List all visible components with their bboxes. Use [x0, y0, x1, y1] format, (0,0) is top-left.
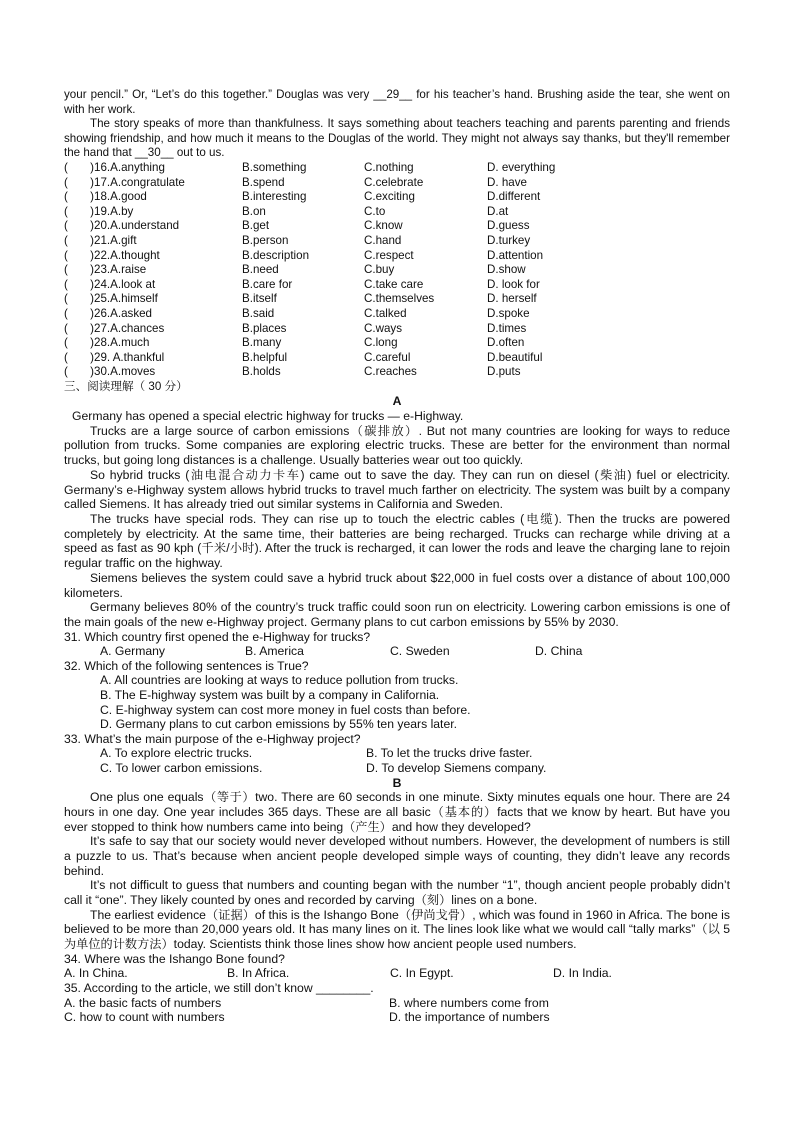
option-c: C.buy — [364, 263, 395, 277]
option-row — [64, 746, 730, 761]
option-b: B.itself — [242, 292, 277, 306]
option-row — [64, 996, 730, 1011]
option-a: 24.A.look at — [94, 277, 156, 291]
option-row — [64, 966, 730, 981]
option-b: B.on — [242, 204, 266, 218]
option-c: C.themselves — [364, 292, 435, 306]
option-c: C.long — [364, 336, 398, 350]
cloze-paragraph: your pencil.” Or, “Let’s do this together.” Douglas was very __29__ for his teacher’s hand. Brushing aside the tear, she went on with her work. — [64, 88, 730, 116]
answer-blank[interactable]: ( ) — [64, 190, 94, 204]
cloze-question-row — [64, 234, 730, 249]
cloze-question-row — [64, 365, 730, 380]
option-a: 16.A.anything — [94, 160, 165, 174]
passage-paragraph: Trucks are a large source of carbon emissions（碳排放）. But not many countries are looking for ways to reduce pollution from trucks. Some companies are exploring electric trucks. These are better for the environment than normal trucks, but going long distances is a challenge. Usually batteries wear out too quickly. — [64, 423, 730, 468]
option: B. The E-highway system was built by a company in California. — [100, 687, 440, 702]
option-a: 23.A.raise — [94, 263, 147, 277]
passage-paragraph: Siemens believes the system could save a hybrid truck about $22,000 in fuel costs over a distance of about 100,000 kilometers. — [64, 570, 730, 600]
option-row — [64, 703, 730, 718]
option-d: D.times — [487, 321, 527, 335]
option-b: B.helpful — [242, 350, 288, 364]
answer-blank[interactable]: ( ) — [64, 175, 94, 189]
option: C. E-highway system can cost more money in fuel costs than before. — [100, 702, 471, 717]
option-c: C.careful — [364, 350, 411, 364]
option-d: D.spoke — [487, 306, 530, 320]
answer-blank[interactable]: ( ) — [64, 306, 94, 320]
cloze-question-row — [64, 205, 730, 220]
option-a: 27.A.chances — [94, 321, 165, 335]
answer-blank[interactable]: ( ) — [64, 365, 94, 379]
option: C. In Egypt. — [390, 966, 454, 981]
option-d: D.show — [487, 263, 526, 277]
option: D. the importance of numbers — [389, 1010, 550, 1025]
option: D. To develop Siemens company. — [366, 760, 547, 775]
option-a: 25.A.himself — [94, 292, 158, 306]
cloze-paragraph: The story speaks of more than thankfulness. It says something about teachers teaching and parents parenting and friends showing friendship, and how much it means to the Douglas of the world. They might not always say thanks, but they'll remember the hand that __30__ out to us. — [64, 117, 730, 160]
answer-blank[interactable]: ( ) — [64, 321, 94, 335]
option-row — [64, 761, 730, 776]
option-c: C.to — [364, 204, 386, 218]
question-stem: 32. Which of the following sentences is True? — [64, 658, 309, 673]
cloze-question-row — [64, 292, 730, 307]
passage-paragraph: Germany has opened a special electric highway for trucks — e-Highway. — [72, 409, 464, 424]
cloze-question-row — [64, 161, 730, 176]
option-b: B.get — [242, 219, 270, 233]
option-a: 18.A.good — [94, 190, 147, 204]
option: C. Sweden — [390, 644, 450, 659]
option: A. All countries are looking at ways to reduce pollution from trucks. — [100, 673, 459, 688]
question-stem: 33. What’s the main purpose of the e-Highway project? — [64, 731, 361, 746]
cloze-question-list — [64, 161, 730, 380]
option: D. China — [535, 644, 583, 659]
passage-a — [64, 394, 730, 775]
option-a: 28.A.much — [94, 336, 150, 350]
option-d: D.attention — [487, 248, 544, 262]
option-row — [64, 1010, 730, 1025]
option: A. the basic facts of numbers — [64, 995, 222, 1010]
answer-blank[interactable]: ( ) — [64, 336, 94, 350]
option-d: D.different — [487, 190, 541, 204]
passage-paragraph: It’s not difficult to guess that numbers and counting began with the number “1”, though ancient people probably didn’t call it “one”. They likely counted by ones and recorded by carving（刻）lines on a bone. — [64, 878, 730, 908]
exam-page — [64, 88, 730, 1025]
option-c: C.talked — [364, 306, 407, 320]
answer-blank[interactable]: ( ) — [64, 292, 94, 306]
cloze-question-row — [64, 219, 730, 234]
option-d: D.puts — [487, 365, 521, 379]
cloze-question-row — [64, 190, 730, 205]
option: B. In Africa. — [227, 966, 290, 981]
option-d: D.at — [487, 204, 509, 218]
option-d: D. herself — [487, 292, 537, 306]
option: C. To lower carbon emissions. — [100, 760, 263, 775]
option-c: C.nothing — [364, 160, 414, 174]
option-a: 29. A.thankful — [94, 350, 165, 364]
option-c: C.reaches — [364, 365, 417, 379]
answer-blank[interactable]: ( ) — [64, 219, 94, 233]
option-c: C.celebrate — [364, 175, 424, 189]
answer-blank[interactable]: ( ) — [64, 263, 94, 277]
answer-blank[interactable]: ( ) — [64, 204, 94, 218]
question-stem: 31. Which country first opened the e-Highway for trucks? — [64, 629, 371, 644]
option-c: C.respect — [364, 248, 414, 262]
option-a: 30.A.moves — [94, 365, 156, 379]
option-a: 22.A.thought — [94, 248, 160, 262]
cloze-question-row — [64, 307, 730, 322]
option-d: D.beautiful — [487, 350, 543, 364]
option-d: D.turkey — [487, 233, 531, 247]
option-row — [64, 644, 730, 659]
passage-paragraph: The trucks have special rods. They can rise up to touch the electric cables (电缆). Then the trucks are powered completely by electricity. At the same time, their batteries are being recharged. Trucks can recharge while driving at a speed as fast as 90 kph (千米/小时). After the truck is recharged, it can lower the rods and leave the charging lane to rejoin regular traffic on the highway. — [64, 511, 730, 571]
passage-b — [64, 776, 730, 1025]
option-d: D. look for — [487, 277, 540, 291]
option-b: B.need — [242, 263, 279, 277]
cloze-question-row — [64, 249, 730, 264]
answer-blank[interactable]: ( ) — [64, 277, 94, 291]
option-d: D. everything — [487, 160, 556, 174]
option: C. how to count with numbers — [64, 1010, 225, 1025]
question-stem: 35. According to the article, we still don’t know ________. — [64, 981, 374, 996]
option-b: B.said — [242, 306, 275, 320]
passage-paragraph: Germany believes 80% of the country’s truck traffic could soon run on electricity. Lowering carbon emissions is one of the main goals of the new e-Highway project. Germany plans to cut carbon emissions by 55% by 2030. — [64, 600, 730, 629]
option: B. America — [245, 644, 304, 659]
option-a: 17.A.congratulate — [94, 175, 185, 189]
cloze-question-row — [64, 322, 730, 337]
answer-blank[interactable]: ( ) — [64, 350, 94, 364]
passage-paragraph: It’s safe to say that our society would never developed without numbers. However, the development of numbers is still a puzzle to us. That’s because when ancient people developed simple ways of counting, they didn’t leave any records behind. — [64, 834, 730, 878]
option-d: D.guess — [487, 219, 530, 233]
question-stem: 34. Where was the Ishango Bone found? — [64, 951, 285, 966]
option-row — [64, 688, 730, 703]
option: B. To let the trucks drive faster. — [366, 746, 533, 761]
option: D. In India. — [553, 966, 612, 981]
option-d: D.often — [487, 336, 525, 350]
option: A. Germany — [100, 644, 166, 659]
option-c: C.know — [364, 219, 403, 233]
passage-label: A — [392, 394, 402, 409]
passage-paragraph: So hybrid trucks (油电混合动力卡车) came out to save the day. They can run on diesel (柴油) fuel or electricity. Germany’s e-Highway system allows hybrid trucks to travel much farther on electricity. The system was built by a company called Siemens. It has already tried out similar systems in California and Sweden. — [64, 467, 730, 512]
option-a: 20.A.understand — [94, 219, 180, 233]
cloze-question-row — [64, 263, 730, 278]
option-b: B.many — [242, 336, 282, 350]
option: A. To explore electric trucks. — [100, 746, 253, 761]
section-title: 三、阅读理解（ 30 分） — [64, 379, 188, 393]
option-row — [64, 673, 730, 688]
answer-blank[interactable]: ( ) — [64, 160, 94, 174]
option-b: B.interesting — [242, 190, 307, 204]
option-row — [64, 717, 730, 732]
option-b: B.places — [242, 321, 287, 335]
cloze-question-row — [64, 351, 730, 366]
option-d: D. have — [487, 175, 527, 189]
option-b: B.something — [242, 160, 307, 174]
option-a: 26.A.asked — [94, 306, 153, 320]
option: A. In China. — [64, 966, 128, 981]
option-b: B.spend — [242, 175, 285, 189]
option: D. Germany plans to cut carbon emissions by 55% ten years later. — [100, 717, 457, 732]
passage-paragraph: The earliest evidence（证据）of this is the Ishango Bone（伊尚戈骨）, which was found in 1960 in Africa. The bone is believed to be more than 20,000 years old. It has many lines on it. The lines look like what we would call “tally marks”（以 5 为单位的计数方法）today. Scientists think those lines show how ancient people used numbers. — [64, 907, 730, 952]
passage-paragraph: One plus one equals（等于）two. There are 60 seconds in one minute. Sixty minutes equals one hour. There are 24 hours in one day. One year includes 365 days. These are all basic（基本的）facts that we know by heart. But have you ever stopped to think how numbers came into being（产生）and how they developed? — [64, 790, 730, 834]
option-c: C.exciting — [364, 190, 415, 204]
cloze-question-row — [64, 336, 730, 351]
option-a: 21.A.gift — [94, 233, 137, 247]
option-b: B.description — [242, 248, 310, 262]
option-a: 19.A.by — [94, 204, 134, 218]
option-c: C.take care — [364, 277, 424, 291]
option-b: B.care for — [242, 277, 293, 291]
answer-blank[interactable]: ( ) — [64, 248, 94, 262]
option: B. where numbers come from — [389, 995, 549, 1010]
passage-label: B — [392, 775, 402, 790]
cloze-question-row — [64, 278, 730, 293]
cloze-question-row — [64, 176, 730, 191]
answer-blank[interactable]: ( ) — [64, 233, 94, 247]
option-c: C.ways — [364, 321, 403, 335]
option-c: C.hand — [364, 233, 402, 247]
option-b: B.person — [242, 233, 289, 247]
option-b: B.holds — [242, 365, 281, 379]
